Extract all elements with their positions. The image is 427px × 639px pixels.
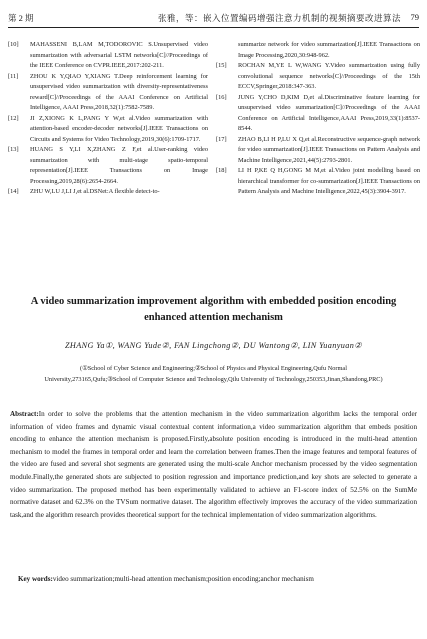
reference-text: JI Z,XIONG K L,PANG Y W,et al.Video summarization with attention-based encoder-decoder networks[J].IEEE Transactions on Circuits and Systems for Video Technology,2019,30(6):1709-1717. xyxy=(30,114,208,143)
reference-number: [12] xyxy=(8,114,19,122)
abstract-text: In order to solve the problems that the attention mechanism in the video summarization algorithm lacks the temporal order information of video frames and dynamic visual contextual content information,a video summarization algorithm that embeds position encoding to enhance the attention mechanism is proposed.Firstly,absolute position encoding is introduced in the multi-head attention mechanism to model the frames in temporal order and learn the correlation between frames.Then the image features and temporal features of the video are fused and several shot segments are generated using the multi-scale Anchor mechanism processed by the video segmentation module.Finally,the generated shots are subjected to position regression and importance prediction,and key shots are selected to generate a video summarization. The proposed method has been experimentally validated to achieve an F1-score index of 52.5% on the SumMe normative dataset and 62.3% on the TVSum normative dataset. The algorithm effectively improves the accuracy of the video summarization task,and the algorithm research provides theoretical support for the technical implementation of video summarization algorithms. xyxy=(10,410,417,519)
references-right-column xyxy=(216,40,420,198)
reference-text: ZHU W,LU J,LI J,et al.DSNet:A flexible detect-to- xyxy=(30,188,160,195)
reference-number: [10] xyxy=(8,41,19,48)
page-number: 79 xyxy=(410,12,419,22)
reference-number: [15] xyxy=(216,62,227,69)
reference-text: ZHAO B,LI H P,LU X Q,et al.Reconstructive sequence-graph network for video summarization[J].IEEE Transactions on Pattern Analysis and Machine Intelligence,2021,44(5):2793-2801. xyxy=(238,135,420,164)
header-rule xyxy=(8,27,419,28)
page-header xyxy=(8,10,419,26)
paper-title: A video summarization improvement algorithm with embedded position encoding enhanced attention mechanism xyxy=(30,296,397,323)
reference-number xyxy=(216,40,238,61)
abstract-label: Abstract: xyxy=(10,410,39,418)
reference-item xyxy=(216,61,420,93)
reference-number: [11] xyxy=(8,72,19,80)
abstract xyxy=(10,408,417,521)
reference-text: MAHASSENI B,LAM M,TODOROVIC S.Unsupervised video summarization with adversarial LSTM networks[C]//Proceedings of the IEEE Conference on CVPR.IEEE,2017:202-211. xyxy=(30,41,208,69)
reference-item xyxy=(8,40,208,72)
reference-item xyxy=(216,166,420,198)
reference-item xyxy=(8,187,208,198)
keywords-label: Key words: xyxy=(18,575,53,583)
reference-number: [14] xyxy=(8,188,19,195)
reference-text: ZHOU K Y,QIAO Y,XIANG T.Deep reinforcement learning for unsupervised video summarization with diversity-representativeness reward[C]//Proceedings of the AAAI Conference on Artificial Intelligence, AAAI Press,2018,32(1):7582-7589. xyxy=(30,72,208,111)
reference-text: LI H P,KE Q H,GONG M M,et al.Video joint modelling based on hierarchical transformer for co-summarization[J].IEEE Transactions on Pattern Analysis and Machine Intelligence,2022,45(3):3904-3917. xyxy=(238,167,420,195)
author-list: ZHANG Ya①, WANG Yude②, FAN Lingchong②, DU Wantong②, LIN Yuanyuan② xyxy=(64,341,363,350)
reference-number: [13] xyxy=(8,146,19,153)
affiliation: (①School of Cyber Science and Engineering;②School of Physics and Physical Engineering,Qufu Normal University,273165,Qufu;③School of Computer Science and Technology,Qilu University of Technology,250353,Jinan,Shandong,PRC) xyxy=(44,365,383,383)
reference-number: [17] xyxy=(216,135,227,143)
reference-number: [18] xyxy=(216,167,227,174)
issue-number: 第 2 期 xyxy=(8,13,34,23)
reference-text: ROCHAN M,YE L W,WANG Y.Video summarization using fully convolutional sequence networks[C]//Proceedings of the 15th ECCV,Springer,2018:347-363. xyxy=(238,62,420,90)
reference-item xyxy=(216,40,420,61)
reference-text: HUANG S Y,LI X,ZHANG Z F,et al.User-ranking video summarization with multi-stage spatio-temporal representation[J].IEEE Transactions on Image Processing,2019,28(6):2654-2664. xyxy=(30,146,208,185)
reference-item xyxy=(216,93,420,135)
references-left-column xyxy=(8,40,208,198)
reference-item xyxy=(8,72,208,114)
running-title: 张雅，等：嵌入位置编码增强注意力机制的视频摘要改进算法 xyxy=(158,13,402,23)
reference-item xyxy=(8,145,208,187)
keywords xyxy=(18,573,418,585)
reference-text: JUNG Y,CHO D,KIM D,et al.Discriminative feature learning for unsupervised video summarization[C]//Proceedings of the AAAI Conference on Artificial Intelligence,AAAI Press,2019,33(1):8537-8544. xyxy=(238,93,420,132)
reference-number: [16] xyxy=(216,93,227,101)
reference-item xyxy=(216,135,420,167)
keywords-text: video summarization;multi-head attention mechanism;position encoding;anchor mechanism xyxy=(52,575,314,583)
reference-item xyxy=(8,114,208,146)
reference-text: summarize network for video summarization[J].IEEE Transactions on Image Processing,2020,30:948-962. xyxy=(238,41,420,59)
